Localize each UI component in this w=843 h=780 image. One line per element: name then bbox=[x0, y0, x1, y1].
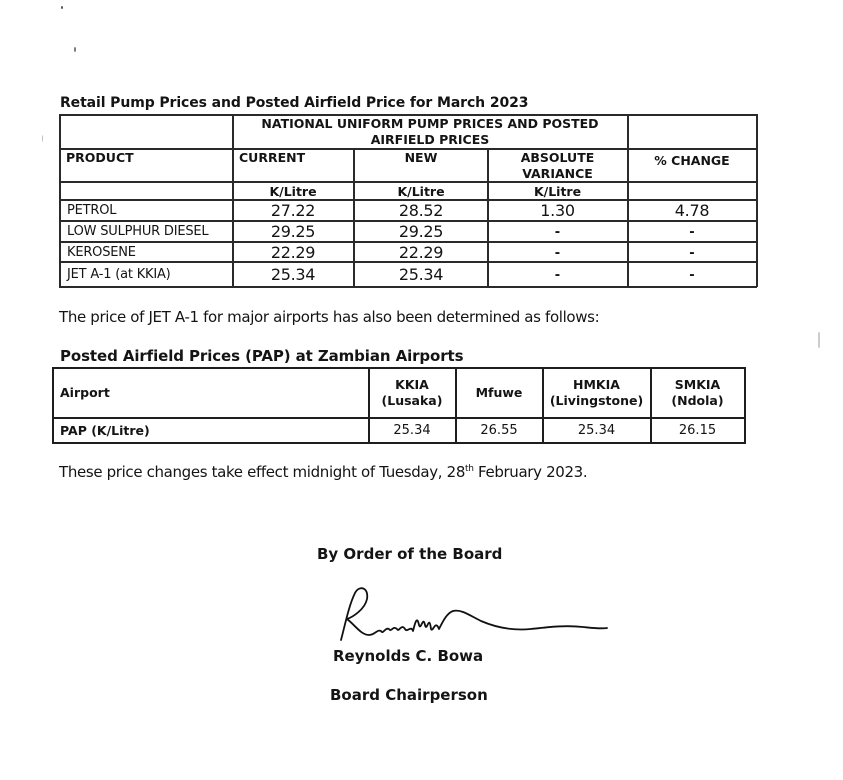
jet-a1-intro-text: The price of JET A-1 for major airports has also been determined as follows: bbox=[59, 308, 600, 326]
table-border bbox=[52, 367, 54, 444]
scan-speck bbox=[61, 6, 63, 9]
airport-name: KKIA bbox=[395, 376, 429, 392]
effective-date-text bbox=[59, 463, 587, 481]
pap-price-smkia: 26.15 bbox=[678, 422, 717, 438]
row-variance: - bbox=[554, 245, 561, 261]
signatory-name: Reynolds C. Bowa bbox=[333, 647, 484, 665]
pap-table-title: Posted Airfield Prices (PAP) at Zambian Airports bbox=[60, 347, 464, 365]
pap-price-kkia: 25.34 bbox=[393, 422, 431, 438]
column-header-pct-change: % CHANGE bbox=[654, 152, 730, 168]
unit-current: K/Litre bbox=[269, 183, 317, 199]
row-product: JET A-1 (at KKIA) bbox=[67, 266, 171, 282]
row-new: 29.25 bbox=[398, 222, 444, 241]
by-order-text: By Order of the Board bbox=[317, 545, 503, 563]
airport-header-smkia bbox=[651, 368, 744, 417]
group-header bbox=[233, 115, 627, 148]
table-border bbox=[744, 367, 746, 444]
row-product: KEROSENE bbox=[67, 244, 136, 260]
column-header-new: NEW bbox=[404, 149, 438, 165]
airport-city: (Lusaka) bbox=[381, 392, 443, 408]
airport-header-kkia bbox=[369, 368, 455, 417]
unit-variance: K/Litre bbox=[533, 183, 582, 199]
row-new: 28.52 bbox=[398, 201, 444, 220]
variance-header-line1: ABSOLUTE bbox=[520, 150, 595, 165]
row-pct-change: - bbox=[689, 245, 695, 261]
column-header-product: PRODUCT bbox=[66, 149, 134, 165]
airport-header-hmkia bbox=[543, 368, 650, 417]
signatory-role: Board Chairperson bbox=[330, 686, 488, 704]
row-current: 22.29 bbox=[270, 242, 316, 262]
row-variance: - bbox=[554, 267, 561, 283]
row-current: 25.34 bbox=[270, 264, 316, 284]
scan-speck bbox=[74, 47, 76, 52]
pap-row-header-airport: Airport bbox=[60, 385, 110, 400]
airport-name: SMKIA bbox=[674, 376, 721, 392]
airport-city: (Livingstone) bbox=[549, 392, 644, 408]
row-new: 25.34 bbox=[398, 264, 444, 284]
pap-table bbox=[52, 367, 745, 443]
retail-table-title: Retail Pump Prices and Posted Airfield Price for March 2023 bbox=[60, 95, 529, 111]
row-current: 27.22 bbox=[270, 201, 316, 220]
table-border bbox=[756, 114, 758, 287]
effective-prefix: These price changes take effect midnight of Tuesday, 28 bbox=[59, 463, 466, 481]
row-product: PETROL bbox=[67, 203, 117, 218]
group-header-line1: NATIONAL UNIFORM PUMP PRICES AND POSTED bbox=[261, 115, 599, 131]
row-current: 29.25 bbox=[270, 222, 316, 241]
airport-name: HMKIA bbox=[573, 376, 620, 392]
row-new: 22.29 bbox=[398, 242, 444, 262]
effective-suffix: February 2023. bbox=[473, 463, 588, 481]
row-pct-change: 4.78 bbox=[674, 201, 710, 220]
group-header-line2: AIRFIELD PRICES bbox=[370, 131, 490, 147]
pap-price-hmkia: 25.34 bbox=[577, 422, 616, 438]
variance-header-line2: VARIANCE bbox=[522, 166, 593, 181]
airport-header-mfuwe bbox=[456, 368, 542, 417]
column-header-variance bbox=[488, 150, 627, 182]
table-border bbox=[52, 442, 745, 444]
scan-speck bbox=[818, 332, 820, 348]
scan-speck bbox=[42, 135, 43, 142]
row-variance: 1.30 bbox=[540, 201, 575, 220]
pap-row-label: PAP (K/Litre) bbox=[60, 422, 150, 438]
row-variance: - bbox=[554, 225, 561, 240]
airport-city: (Ndola) bbox=[671, 392, 724, 408]
retail-price-table bbox=[59, 114, 757, 287]
effective-superscript: th bbox=[465, 464, 474, 474]
signature-image bbox=[335, 585, 615, 645]
row-pct-change: - bbox=[689, 225, 695, 240]
unit-new: K/Litre bbox=[397, 183, 445, 199]
row-pct-change: - bbox=[689, 267, 695, 283]
pap-price-mfuwe: 26.55 bbox=[480, 422, 518, 438]
column-header-current: CURRENT bbox=[239, 149, 306, 165]
airport-name: Mfuwe bbox=[475, 384, 523, 400]
row-product: LOW SULPHUR DIESEL bbox=[67, 224, 209, 239]
